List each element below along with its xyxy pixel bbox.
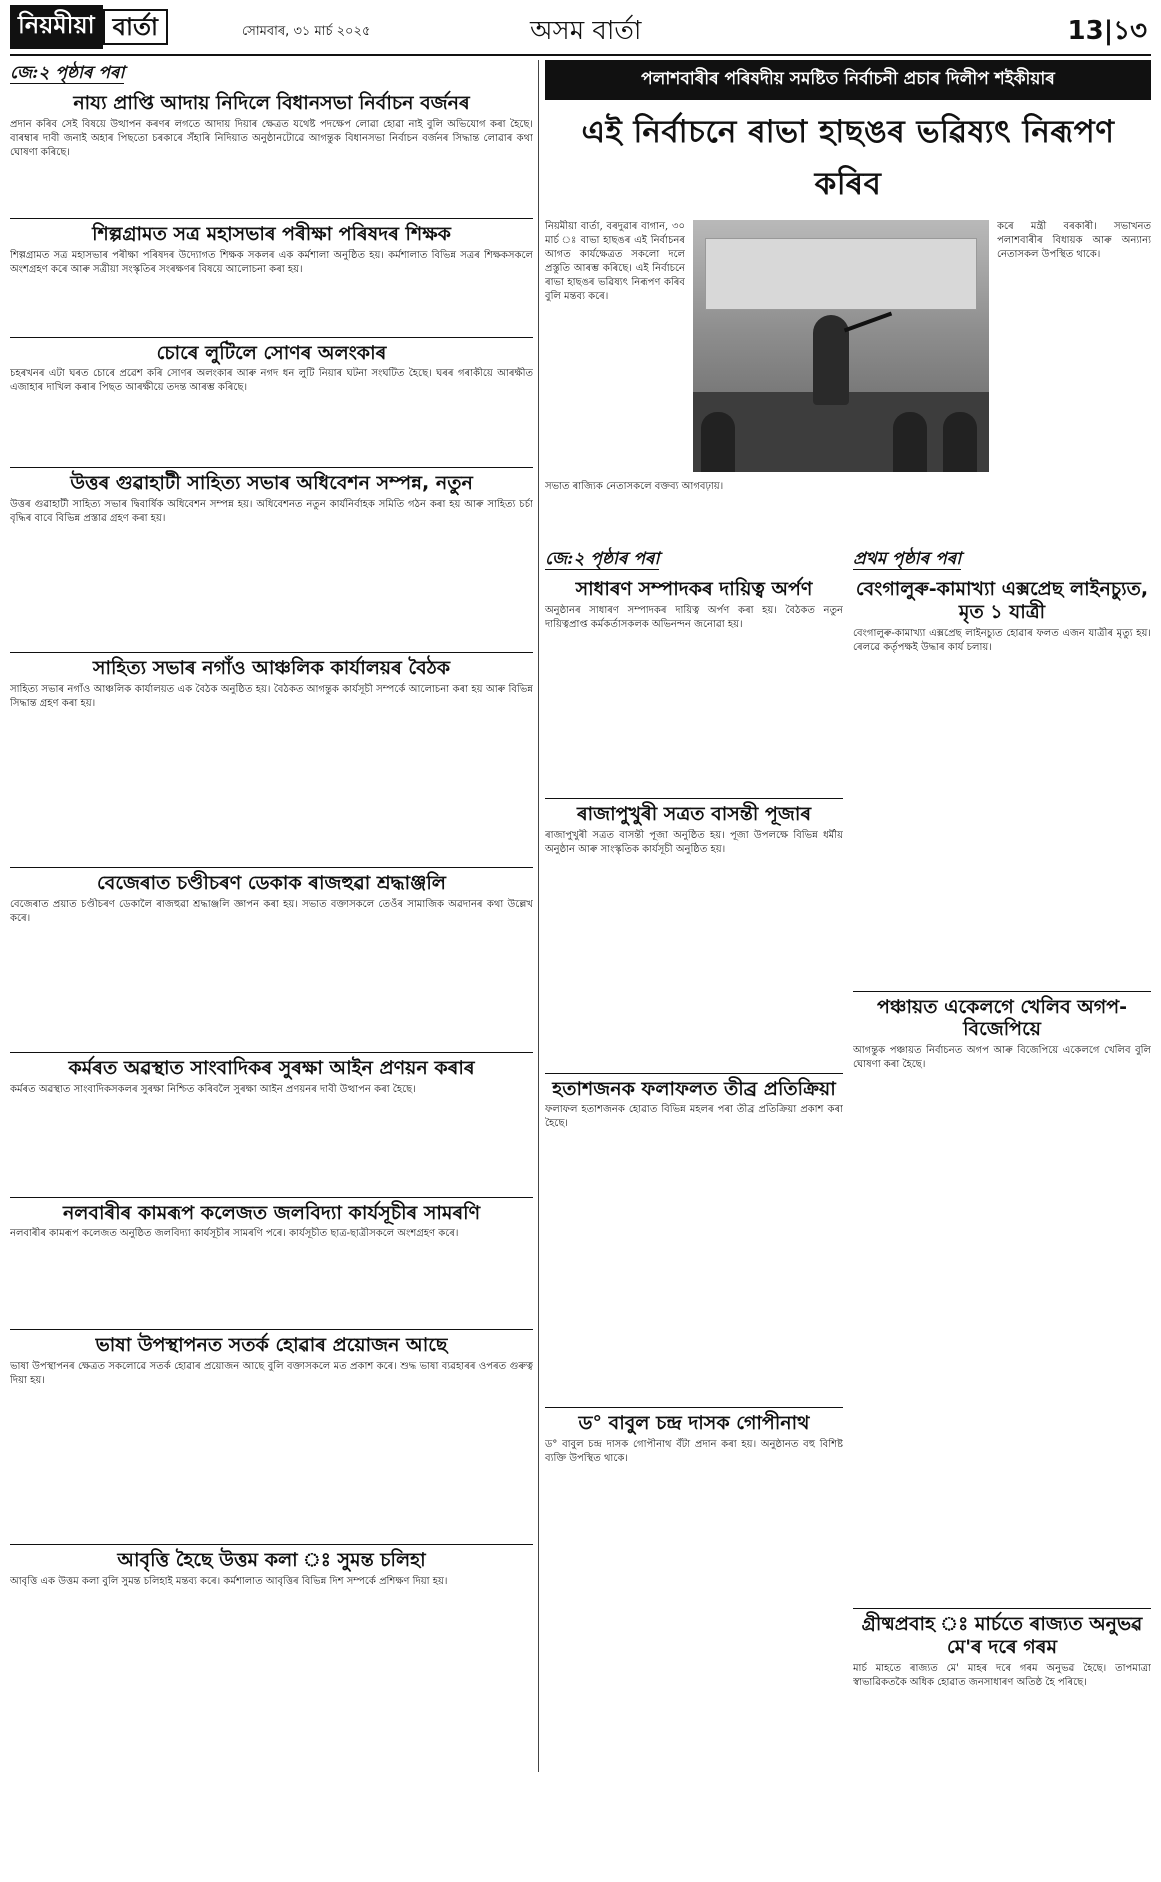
article-body-b: ৰাজাপুখুৰী সত্ৰত বাসন্তী পূজা অনুষ্ঠিত হয়। পূজা উপলক্ষে বিভিন্ন ধৰ্মীয় অনুষ্ঠান আৰু সাংস্কৃতিক কাৰ্যসূচী অনুষ্ঠিত হয়। <box>545 829 843 855</box>
logo-part-2: বাৰ্তা <box>103 9 168 45</box>
photo-person <box>893 412 927 472</box>
subcolumn-left <box>545 546 843 1882</box>
article-body-g: মাৰ্চ মাহতে ৰাজ্যত মে' মাহৰ দৰে গৰম অনুভৱ হৈছে। তাপমাত্ৰা স্বাভাৱিকতকৈ অধিক হোৱাত জনসাধাৰণ অতিষ্ঠ হৈ পৰিছে। <box>853 1662 1151 1688</box>
photo-person <box>943 412 977 472</box>
article-body-7: কৰ্মৰত অৱস্থাত সাংবাদিকসকলৰ সুৰক্ষা নিশ্চিত কৰিবলৈ সুৰক্ষা আইন প্ৰণয়নৰ দাবী উত্থাপন কৰা হৈছে। <box>10 1083 416 1095</box>
section-title: অসম বাৰ্তা <box>530 16 642 46</box>
column-divider <box>538 60 539 1772</box>
jump-text: প্ৰথম পৃষ্ঠাৰ পৰা <box>853 549 962 569</box>
divider <box>545 1073 843 1074</box>
headline-e: বেংগালুৰু-কামাখ্যা এক্সপ্ৰেছ লাইনচ্যুত, মৃত ১ যাত্ৰী <box>855 578 1149 623</box>
divider <box>10 1052 533 1053</box>
divider <box>545 798 843 799</box>
divider <box>853 1608 1151 1609</box>
jump-text: জে:২ পৃষ্ঠাৰ পৰা <box>10 63 125 83</box>
article-body-8: নলবাৰীৰ কামৰূপ কলেজত অনুষ্ঠিত জলবিদ্যা কাৰ্যসূচীৰ সামৰণি পৰে। কাৰ্যসূচীত ছাত্ৰ-ছাত্ৰীসকলে অংশগ্ৰহণ কৰে। <box>10 1228 459 1240</box>
headline-7: কৰ্মৰত অৱস্থাত সাংবাদিকৰ সুৰক্ষা আইন প্ৰণয়ন কৰাৰ <box>68 1056 475 1079</box>
divider <box>10 867 533 868</box>
headline-f: পঞ্চায়ত একেলগে খেলিব অগপ-বিজেপিয়ে <box>877 995 1127 1041</box>
lead-body-left: নিয়মীয়া বাৰ্তা, বৰদুৱাৰ বাগান, ৩০ মাৰ্চ ঃ বাভা হাছঙৰ এই নিৰ্বাচনৰ আগত কাৰ্যক্ষেত্ৰত সকলো দলে প্ৰস্তুতি আৰম্ভ কৰিছে। এই নিৰ্বাচনে ৰাভা হাছঙৰ ভৱিষ্যৎ নিৰূপণ কৰিব বুলি মন্তব্য কৰে। <box>545 221 685 302</box>
jump-line <box>853 546 1151 574</box>
article-body-a: অনুষ্ঠানৰ সাধাৰণ সম্পাদকৰ দায়িত্ব অৰ্পণ কৰা হয়। বৈঠকত নতুন দায়িত্বপ্ৰাপ্ত কৰ্মকৰ্তাসকলক অভিনন্দন জনোৱা হয়। <box>545 604 843 630</box>
divider <box>10 652 533 653</box>
article-body-9: ভাষা উপস্থাপনৰ ক্ষেত্ৰত সকলোৱে সতৰ্ক হোৱাৰ প্ৰয়োজন আছে বুলি বক্তাসকলে মত প্ৰকাশ কৰে। শুদ্ধ ভাষা ব্যৱহাৰৰ ওপৰত গুৰুত্ব দিয়া হয়। <box>10 1361 533 1387</box>
headline-2: শিল্পগ্ৰামত সত্ৰ মহাসভাৰ পৰীক্ষা পৰিষদৰ শিক্ষক <box>92 222 451 245</box>
headline-4: উত্তৰ গুৱাহাটী সাহিত্য সভাৰ অধিবেশন সম্পন্ন, নতুন <box>70 472 473 495</box>
page-number: 13|১৩ <box>1067 16 1147 46</box>
lead-photo <box>693 220 989 472</box>
article-body-e: বেংগালুৰু-কামাখ্যা এক্সপ্ৰেছ লাইনচ্যুত হোৱাৰ ফলত এজন যাত্ৰীৰ মৃত্যু হয়। ৰেলৱে কৰ্তৃপক্ষই উদ্ধাৰ কাৰ্য চলায়। <box>853 627 1151 653</box>
right-column <box>545 60 1151 1882</box>
issue-date: সোমবাৰ, ৩১ মাৰ্চ ২০২৫ <box>242 24 371 39</box>
article-body-f: আগন্তুক পঞ্চায়ত নিৰ্বাচনত অগপ আৰু বিজেপিয়ে একেলগে খেলিব বুলি ঘোষণা কৰা হৈছে। <box>853 1045 1151 1071</box>
divider <box>853 991 1151 992</box>
masthead <box>10 4 1151 56</box>
divider <box>10 1329 533 1330</box>
divider <box>10 218 533 219</box>
photo-microphone <box>844 312 892 333</box>
article-body-3: চহৰখনৰ এটা ঘৰত চোৰে প্ৰৱেশ কৰি সোণৰ অলংকাৰ আৰু নগদ ধন লুটি নিয়াৰ ঘটনা সংঘটিত হৈছে। ঘৰৰ গৰাকীয়ে আৰক্ষীত এজাহাৰ দাখিল কৰাৰ পিছত আৰক্ষীয়ে তদন্ত আৰম্ভ কৰিছে। <box>10 368 533 394</box>
photo-person <box>701 412 735 472</box>
jump-line <box>10 60 533 88</box>
article-body-10: আবৃত্তি এক উত্তম কলা বুলি সুমন্ত চলিহাই মন্তব্য কৰে। কৰ্মশালাত আবৃত্তিৰ বিভিন্ন দিশ সম্পৰ্কে প্ৰশিক্ষণ দিয়া হয়। <box>10 1575 448 1587</box>
left-column <box>10 60 533 1725</box>
divider <box>10 1544 533 1545</box>
headline-9: ভাষা উপস্থাপনত সতৰ্ক হোৱাৰ প্ৰয়োজন আছে <box>95 1334 448 1357</box>
headline-5: সাহিত্য সভাৰ নগাঁও আঞ্চলিক কাৰ্যালয়ৰ বৈঠক <box>92 657 451 680</box>
lead-body-continued: সভাত ৰাজ্যিক নেতাসকলে বক্তব্য আগবঢ়ায়। <box>545 481 724 492</box>
article-body-2: শিল্পগ্ৰামত সত্ৰ মহাসভাৰ পৰীক্ষা পৰিষদৰ উদ্যোগত শিক্ষক সকলৰ এক কৰ্মশালা অনুষ্ঠিত হয়। কৰ্মশালাত বিভিন্ন সত্ৰৰ শিক্ষকসকলে অংশগ্ৰহণ কৰে আৰু সত্ৰীয়া সংস্কৃতিৰ সংৰক্ষণৰ বিষয়ে আলোচনা কৰা হয়। <box>10 249 533 275</box>
photo-backdrop <box>705 238 977 310</box>
lead-story <box>545 220 1151 476</box>
headline-a: সাধাৰণ সম্পাদকৰ দায়িত্ব অৰ্পণ <box>575 578 813 600</box>
headline-3: চোৰে লুটিলে সোণৰ অলংকাৰ <box>156 341 387 364</box>
divider <box>10 337 533 338</box>
headline-1: নায্য প্ৰাপ্তি আদায় নিদিলে বিধানসভা নিৰ্বাচন বৰ্জনৰ <box>73 92 470 114</box>
headline-d: ড° বাবুল চন্দ্ৰ দাসক গোপীনাথ <box>578 1412 810 1435</box>
jump-text: জে:২ পৃষ্ঠাৰ পৰা <box>545 549 660 569</box>
lead-body-right: কৰে মন্ত্ৰী বৰকাৰী। সভাখনত পলাশবাৰীৰ বিধায়ক আৰু অন্যান্য নেতাসকল উপস্থিত থাকে। <box>997 221 1151 260</box>
article-body-4: উত্তৰ গুৱাহাটী সাহিত্য সভাৰ দ্বিবাৰ্ষিক অধিবেশন সম্পন্ন হয়। অধিবেশনত নতুন কাৰ্যনিৰ্বাহক সমিতি গঠন কৰা হয় আৰু সাহিত্য চৰ্চা বৃদ্ধিৰ বাবে বিভিন্ন প্ৰস্তাৱ গ্ৰহণ কৰা হয়। <box>10 499 533 525</box>
divider <box>10 1197 533 1198</box>
article-body-1: প্ৰদান কৰিব সেই বিষয়ে উত্থাপন কৰণৰ লগতে আদায় দিয়াৰ ক্ষেত্ৰত যথেষ্ট পদক্ষেপ লোৱা হোৱা নাই বুলি অভিযোগ কৰা হৈছে। বাৰম্বাৰ দাবী জনাই অহাৰ পিছতো চৰকাৰে সঁহাৰি নিদিয়াত অনুষ্ঠানটোৱে আগন্তুক বিধানসভা নিৰ্বাচন বৰ্জনৰ সিদ্ধান্ত লোৱাৰ কথা ঘোষণা কৰিছে। <box>10 118 533 158</box>
newspaper-logo <box>10 8 168 46</box>
headline-c: হতাশজনক ফলাফলত তীব্ৰ প্ৰতিক্ৰিয়া <box>552 1077 836 1100</box>
logo-part-1: নিয়মীয়া <box>10 5 103 49</box>
jump-line <box>545 546 843 574</box>
lead-headline: এই নিৰ্বাচনে ৰাভা হাছঙৰ ভৱিষ্যৎ নিৰূপণ কৰিব <box>581 114 1115 202</box>
article-body-5: সাহিত্য সভাৰ নগাঁও আঞ্চলিক কাৰ্যালয়ত এক বৈঠক অনুষ্ঠিত হয়। বৈঠকত আগন্তুক কাৰ্যসূচী সম্পৰ্কে আলোচনা কৰা হয় আৰু বিভিন্ন সিদ্ধান্ত গ্ৰহণ কৰা হয়। <box>10 683 533 709</box>
headline-b: ৰাজাপুখুৰী সত্ৰত বাসন্তী পূজাৰ <box>576 802 812 825</box>
subcolumn-right <box>853 546 1151 1882</box>
right-subcolumns <box>545 546 1151 1882</box>
divider <box>10 467 533 468</box>
headline-g: গ্ৰীষ্মপ্ৰবাহ ঃ মাৰ্চতে ৰাজ্যত অনুভৱ মে'ৰ দৰে গৰম <box>861 1613 1143 1658</box>
article-body-6: বেজেৰাত প্ৰয়াত চণ্ডীচৰণ ডেকালৈ ৰাজহুৱা শ্ৰদ্ধাঞ্জলি জ্ঞাপন কৰা হয়। সভাত বক্তাসকলে তেওঁৰ সামাজিক অৱদানৰ কথা উল্লেখ কৰে। <box>10 898 533 924</box>
kicker-banner: পলাশবাৰীৰ পৰিষদীয় সমষ্টিত নিৰ্বাচনী প্ৰচাৰ দিলীপ শইকীয়াৰ <box>545 60 1151 100</box>
article-body-c: ফলাফল হতাশজনক হোৱাত বিভিন্ন মহলৰ পৰা তীব্ৰ প্ৰতিক্ৰিয়া প্ৰকাশ কৰা হৈছে। <box>545 1104 843 1130</box>
article-body-d: ড° বাবুল চন্দ্ৰ দাসক গোপীনাথ বঁটা প্ৰদান কৰা হয়। অনুষ্ঠানত বহু বিশিষ্ট ব্যক্তি উপস্থিত থাকে। <box>545 1439 843 1465</box>
divider <box>545 1407 843 1408</box>
headline-10: আবৃত্তি হৈছে উত্তম কলা ঃ সুমন্ত চলিহা <box>117 1549 426 1572</box>
headline-6: বেজেৰাত চণ্ডীচৰণ ডেকাক ৰাজহুৱা শ্ৰদ্ধাঞ্জলি <box>97 871 446 894</box>
headline-8: নলবাৰীৰ কামৰূপ কলেজত জলবিদ্যা কাৰ্যসূচীৰ সামৰণি <box>62 1201 481 1224</box>
